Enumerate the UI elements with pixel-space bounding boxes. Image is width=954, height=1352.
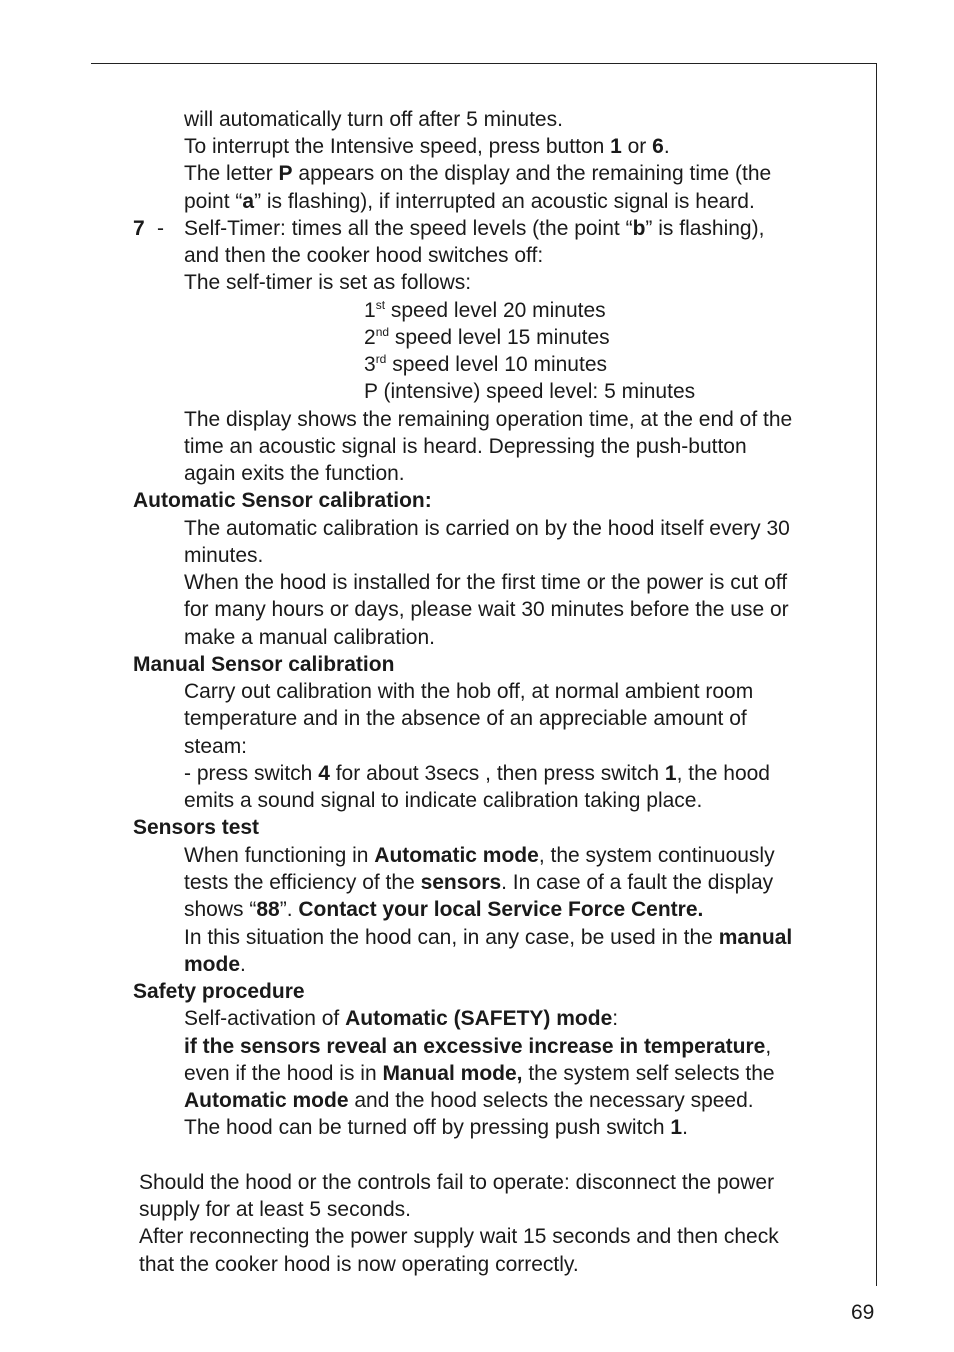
section-heading: Safety procedure <box>133 980 305 1003</box>
text-line: if the sensors reveal an excessive increase in temperature, <box>184 1035 772 1058</box>
text-line: for many hours or days, please wait 30 minutes before the use or <box>184 598 789 621</box>
text-line: temperature and in the absence of an appreciable amount of <box>184 707 747 730</box>
text-line: When the hood is installed for the first time or the power is cut off <box>184 571 788 594</box>
top-rule <box>91 63 877 64</box>
text-line: steam: <box>184 735 248 758</box>
text-line: The hood can be turned off by pressing push switch 1. <box>184 1116 688 1139</box>
speed-level-1: 1st speed level 20 minutes <box>364 298 606 322</box>
text-line: To interrupt the Intensive speed, press button 1 or 6. <box>184 135 670 158</box>
text-line: supply for at least 5 seconds. <box>139 1198 411 1221</box>
text-line: Self-Timer: times all the speed levels (the point “b” is flashing), <box>184 217 765 240</box>
section-heading: Manual Sensor calibration <box>133 653 395 676</box>
text-line: even if the hood is in Manual mode, the system self selects the <box>184 1062 775 1085</box>
text-line: In this situation the hood can, in any case, be used in the manual <box>184 926 793 949</box>
text-line: The letter P appears on the display and the remaining time (the <box>184 162 772 185</box>
text-line: Self-activation of Automatic (SAFETY) mode: <box>184 1007 619 1030</box>
text-line: After reconnecting the power supply wait 15 seconds and then check <box>139 1225 779 1248</box>
text-line: will automatically turn off after 5 minutes. <box>184 108 563 131</box>
text-line: The self-timer is set as follows: <box>184 271 472 294</box>
right-rule <box>876 63 877 1286</box>
speed-level-p: P (intensive) speed level: 5 minutes <box>364 380 696 403</box>
speed-level-3: 3rd speed level 10 minutes <box>364 352 607 376</box>
text-line: Carry out calibration with the hob off, at normal ambient room <box>184 680 754 703</box>
speed-level-2: 2nd speed level 15 minutes <box>364 325 610 349</box>
section-heading: Sensors test <box>133 816 260 839</box>
text-line: The automatic calibration is carried on by the hood itself every 30 <box>184 517 790 540</box>
text-line: The display shows the remaining operation time, at the end of the <box>184 408 793 431</box>
list-dash: - <box>157 217 164 240</box>
text-line: shows “88”. Contact your local Service Force Centre. <box>184 898 704 921</box>
text-line: - press switch 4 for about 3secs , then press switch 1, the hood <box>184 762 770 785</box>
text-line: When functioning in Automatic mode, the system continuously <box>184 844 775 867</box>
text-line: emits a sound signal to indicate calibration taking place. <box>184 789 703 812</box>
text-line: time an acoustic signal is heard. Depressing the push-button <box>184 435 747 458</box>
text-line: that the cooker hood is now operating correctly. <box>139 1253 579 1276</box>
text-line: mode. <box>184 953 246 976</box>
page-number: 69 <box>851 1301 875 1324</box>
text-line: Automatic mode and the hood selects the necessary speed. <box>184 1089 754 1112</box>
text-line: tests the efficiency of the sensors. In case of a fault the display <box>184 871 774 894</box>
text-line: make a manual calibration. <box>184 626 435 649</box>
text-line: and then the cooker hood switches off: <box>184 244 544 267</box>
list-number: 7 <box>133 217 145 240</box>
text-line: Should the hood or the controls fail to operate: disconnect the power <box>139 1171 775 1194</box>
text-line: minutes. <box>184 544 264 567</box>
text-line: point “a” is flashing), if interrupted an acoustic signal is heard. <box>184 190 755 213</box>
section-heading: Automatic Sensor calibration: <box>133 489 432 512</box>
text-line: again exits the function. <box>184 462 405 485</box>
